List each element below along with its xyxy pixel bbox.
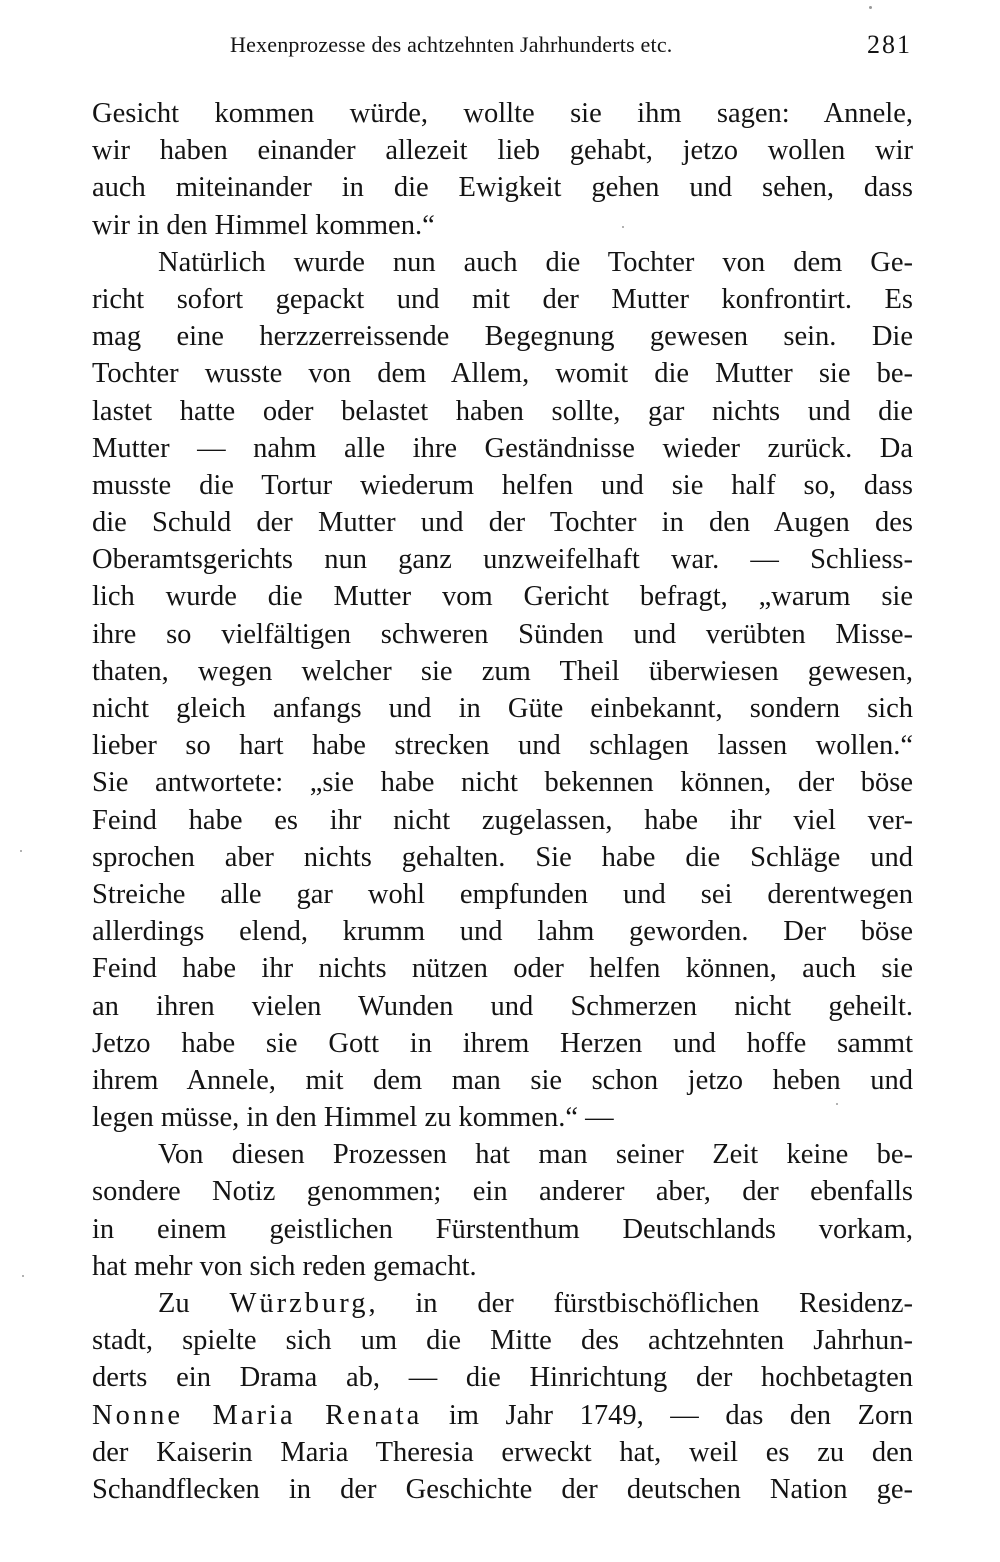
- text-line: Schandflecken in der Geschichte der deutschen Nation ge-: [92, 1473, 913, 1505]
- text-line: Streiche alle gar wohl empfunden und sei derentwegen: [92, 878, 913, 910]
- scan-speck: [869, 6, 872, 9]
- scan-speck: [836, 1103, 838, 1105]
- text-line: ihre so vielfältigen schweren Sünden und verübten Misse-: [92, 618, 913, 650]
- text-line: Gesicht kommen würde, wollte sie ihm sagen: Annele,: [92, 98, 913, 129]
- person-name-spaced: Nonne Maria Renata: [92, 1399, 423, 1431]
- text-line: Jetzo habe sie Gott in ihrem Herzen und hoffe sammt: [92, 1027, 913, 1059]
- place-name-spaced: Würzburg: [229, 1288, 369, 1319]
- text-line: sprochen aber nichts gehalten. Sie habe die Schläge und: [92, 841, 913, 873]
- text-line: lich wurde die Mutter vom Gericht befragt, „warum sie: [92, 581, 913, 613]
- text-line: derts ein Drama ab, — die Hinrichtung der hochbetagten: [92, 1362, 913, 1394]
- scan-speck: [22, 1275, 24, 1277]
- text-line: richt sofort gepackt und mit der Mutter konfrontirt. Es: [92, 283, 913, 315]
- page-header: [92, 32, 912, 66]
- text-line: stadt, spielte sich um die Mitte des achtzehnten Jahrhun-: [92, 1325, 913, 1357]
- running-title: Hexenprozesse des achtzehnten Jahrhunderts etc.: [230, 32, 673, 57]
- text-line: nicht gleich anfangs und in Güte einbekannt, sondern sich: [92, 693, 913, 724]
- text-line: Natürlich wurde nun auch die Tochter von dem Ge-: [158, 246, 913, 278]
- text-line: Von diesen Prozessen hat man seiner Zeit keine be-: [158, 1139, 913, 1171]
- scan-speck: [20, 850, 22, 852]
- text-line: Oberamtsgerichts nun ganz unzweifelhaft war. — Schliess-: [92, 544, 913, 576]
- text-line: hat mehr von sich reden gemacht.: [92, 1250, 477, 1282]
- text-line: allerdings elend, krumm und lahm geworden. Der böse: [92, 916, 913, 948]
- text-line: [92, 1397, 913, 1434]
- scan-speck: [622, 226, 624, 228]
- text-line: wir in den Himmel kommen.“: [92, 209, 435, 241]
- text-line: Feind habe ihr nichts nützen oder helfen können, auch sie: [92, 953, 913, 985]
- text-line: Mutter — nahm alle ihre Geständnisse wieder zurück. Da: [92, 432, 913, 464]
- text-line: [92, 1285, 913, 1322]
- text-line: Feind habe es ihr nicht zugelassen, habe ihr viel ver-: [92, 804, 913, 836]
- body-text: [92, 95, 913, 1508]
- text-run: Zu: [158, 1288, 190, 1319]
- text-line: die Schuld der Mutter und der Tochter in den Augen des: [92, 507, 913, 539]
- text-run: im Jahr 1749, — das den Zorn: [422, 1399, 913, 1431]
- text-line: lastet hatte oder belastet haben sollte, gar nichts und die: [92, 395, 913, 427]
- text-line: in einem geistlichen Fürstenthum Deutschlands vorkam,: [92, 1213, 913, 1245]
- text-line: ihrem Annele, mit dem man sie schon jetzo heben und: [92, 1064, 913, 1096]
- text-line: Sie antwortete: „sie habe nicht bekennen können, der böse: [92, 767, 913, 799]
- text-line: lieber so hart habe strecken und schlagen lassen wollen.“: [92, 730, 913, 762]
- text-line: Tochter wusste von dem Allem, womit die Mutter sie be-: [92, 358, 913, 390]
- text-line: auch miteinander in die Ewigkeit gehen und sehen, dass: [92, 172, 913, 204]
- text-line: wir haben einander allezeit lieb gehabt, jetzo wollen wir: [92, 135, 913, 167]
- text-line: sondere Notiz genommen; ein anderer aber, der ebenfalls: [92, 1176, 913, 1208]
- text-line: mag eine herzzerreissende Begegnung gewesen sein. Die: [92, 321, 913, 353]
- text-line: der Kaiserin Maria Theresia erweckt hat, weil es zu den: [92, 1436, 913, 1468]
- text-run: , in der fürstbischöflichen Residenz-: [368, 1288, 914, 1319]
- text-line: thaten, wegen welcher sie zum Theil überwiesen gewesen,: [92, 655, 913, 687]
- text-line: musste die Tortur wiederum helfen und sie half so, dass: [92, 469, 913, 501]
- text-line: an ihren vielen Wunden und Schmerzen nicht geheilt.: [92, 990, 913, 1022]
- page-number: 281: [867, 30, 912, 59]
- text-line: legen müsse, in den Himmel zu kommen.“ —: [92, 1102, 614, 1134]
